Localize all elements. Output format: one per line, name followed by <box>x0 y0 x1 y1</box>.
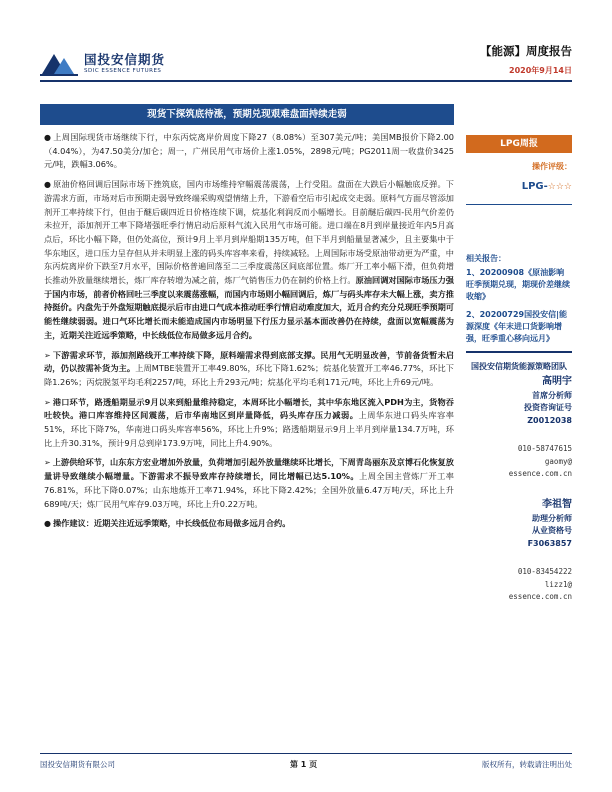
analyst-name: 高明宇 <box>542 375 572 387</box>
footer-company: 国投安信期货有限公司 <box>40 760 115 769</box>
report-type: 【能源】周度报告 <box>480 44 572 58</box>
analyst-cert-label: 从业资格号 <box>532 526 572 535</box>
paragraph-downstream: ➢ 下游需求环节，添加剂路线开工率持续下降，原料端需求得到底部支撑。民用气无明显改善，节前备货暂未启动，仍以按需补货为主。上周MTBE装置开工率49.80%，环比下降1.62%；烷基化装置开工率46.77%，环比下降1.26%；丙烷脱氢平均毛利2257/吨，环比上升293元/吨；烷基化平均毛利171元/吨，环比上升69元/吨。 <box>44 349 454 387</box>
rating-product: LPG- <box>521 181 548 192</box>
arrow-bullet-icon: ➢ <box>44 350 51 360</box>
sidebar-divider <box>466 204 572 205</box>
analyst-phone: 010-83454222 <box>517 567 572 576</box>
report-date: 2020年9月14日 <box>509 66 572 75</box>
footer-copyright: 版权所有，转载请注明出处 <box>482 760 572 769</box>
paragraph-market-summary: ● 上周国际现货市场继续下行，中东丙烷离岸价周度下降27（8.08%）至307美元/吨；美国MB报价下降2.00（4.04%），为47.50美分/加仑；周一，广州民用气市场价上涨1.05%，2898元/吨；PG2011周一收盘价3425元/吨，跌幅3.06%。 <box>44 132 455 170</box>
analyst-email-user[interactable]: gaomy@ <box>544 456 572 466</box>
header-divider <box>40 80 572 82</box>
bullet-icon: ● <box>44 133 52 142</box>
arrow-bullet-icon: ➢ <box>44 458 51 468</box>
lpg-weekly-tag: LPG周报 <box>466 135 572 153</box>
analyst-email-user[interactable]: lizz1@ <box>544 579 572 589</box>
analyst-cert: Z0012038 <box>527 415 572 425</box>
rating-stars-icon: ☆☆☆ <box>547 182 572 192</box>
analyst-email-domain[interactable]: essence.com.cn <box>508 592 572 601</box>
sidebar <box>466 131 572 604</box>
brand <box>84 53 165 75</box>
related-report-link[interactable]: 1、20200908《原油影响旺季预期兑现，期现价差继续收缩》 <box>466 268 570 301</box>
paragraph-port: ➢ 港口环节，路透船期显示9月以来到船量维持稳定，本周环比小幅增长，其中华东地区流入PDH为主，货物吞吐较快。港口库容维持区间震荡，后市华南地区到岸量降低，码头库存压力减弱。上周华东进口码头库容率51%，环比下降7%，华南进口码头库容率56%，环比上升9%；路透船期显示9月上半月到岸量134.7万吨，环比上升30.31%，预计9月总到岸173.9万吨，同比上升4.90%。 <box>44 396 454 448</box>
brand-name-en: SDIC ESSENCE FUTURES <box>84 68 162 74</box>
arrow-bullet-icon: ➢ <box>44 397 51 407</box>
paragraph-suggestion: ● 操作建议：近期关注近远季策略，中长线低位布局做多远月合约。 <box>44 518 291 529</box>
analyst-info <box>466 361 572 604</box>
footer-divider <box>40 753 572 754</box>
page-number: 第 1 页 <box>290 760 318 769</box>
operation-rating-label: 操作评级： <box>532 162 572 171</box>
related-reports <box>466 253 572 345</box>
team-name: 国投安信期货能源策略团队 <box>471 362 567 371</box>
main-content <box>44 131 454 537</box>
bullet-icon: ● <box>44 180 52 190</box>
report-title: 现货下探筑底待涨，预期兑现艰难盘面持续走弱 <box>40 104 454 125</box>
bullet-icon: ● <box>44 519 51 529</box>
analyst-email-domain[interactable]: essence.com.cn <box>508 469 572 478</box>
analyst-role: 助理分析师 <box>532 513 572 523</box>
analyst-role: 首席分析师 <box>532 390 572 400</box>
analyst-cert-label: 投资咨询证号 <box>524 403 572 412</box>
operation-rating <box>466 181 572 192</box>
paragraph-analysis: ● 原油价格回调后国际市场下挫筑底，国内市场维持窄幅震荡震荡，上行受阻。盘面在大跌后小幅触底反弹。下游需求方面，市场对后市预期走弱导致终端采购观望情绪上升，下游看空后市引起成交走弱。原料气方面尽管添加剂开工率持续下行，但由于醚后碳四近日价格连续下调，烷基化利润反而小幅增长。目前醚后碳四-民用气价差仍未拉开，添加剂开工率下降堵强旺季行情启动后原料气流入民用气市场可能。进口端在8月到岸量接近年内5月高点后，环比小幅下降，但仍处高位，预计9月上半月到岸船期135万吨，但下半月到船量显著减少，且主要集中于华东地区，进口压力呈存但从并未明显上涨的码头库容率来看，持续减轻。上周国际市场受原油带动更为严重，中东丙烷离岸价下跌至7月水平，国际价格普遍回落至二三季度震荡区间底部位置。炼厂开工率小幅下滑，但负荷增长推动外放量继续增长，炼厂库存转增为减之前，炼厂气销售压力仍在制约价格上行。原油回调对国际市场压力强于国内市场，前者价格回吐三季度以来震荡涨幅，而国内市场则小幅回调后，炼厂与码头库存未大幅上涨，卖方推持挺价。内盘先于外盘短期触底提示后市由进口气成本推动旺季行情启动难度加大，近月合约充分兑现旺季预期可能性继续弱弱。进口气环比增长而未能造成国内市场明显下行压力显示基本面改善仍在持续，盘面以宽幅震荡为主，近期关注近远季策略，中长线低位布局做多远月合约。 <box>44 179 454 340</box>
paragraph-upstream: ➢ 上游供给环节，山东东方宏业增加外放量，负荷增加引起外放量继续环比增长，下周青岛丽东及京博石化恢复放量讲导致继续小幅增量。下游需求不振导致库存持续增长，同比增幅已达5.10%。上周全国主营炼厂开工率76.81%，环比下降0.07%；山东地炼开工率71.94%，环比下降2.42%；全国外放量6.47万吨/天，环比上升689吨/天；炼厂民用气库存9.03万吨，环比上升0.22万吨。 <box>44 457 454 509</box>
brand-name-cn: 国投安信期货 <box>84 52 166 67</box>
analyst-name: 李祖智 <box>542 498 572 510</box>
sidebar-divider <box>466 351 572 353</box>
analyst-phone: 010-58747615 <box>517 444 572 453</box>
analyst-cert: F3063857 <box>527 538 572 548</box>
related-reports-heading: 相关报告： <box>466 254 506 263</box>
related-report-link[interactable]: 2、20200729国投安信|能源深度《年末进口货影响增强，旺季重心移向远月》 <box>466 310 568 343</box>
company-logo-icon <box>40 50 80 76</box>
